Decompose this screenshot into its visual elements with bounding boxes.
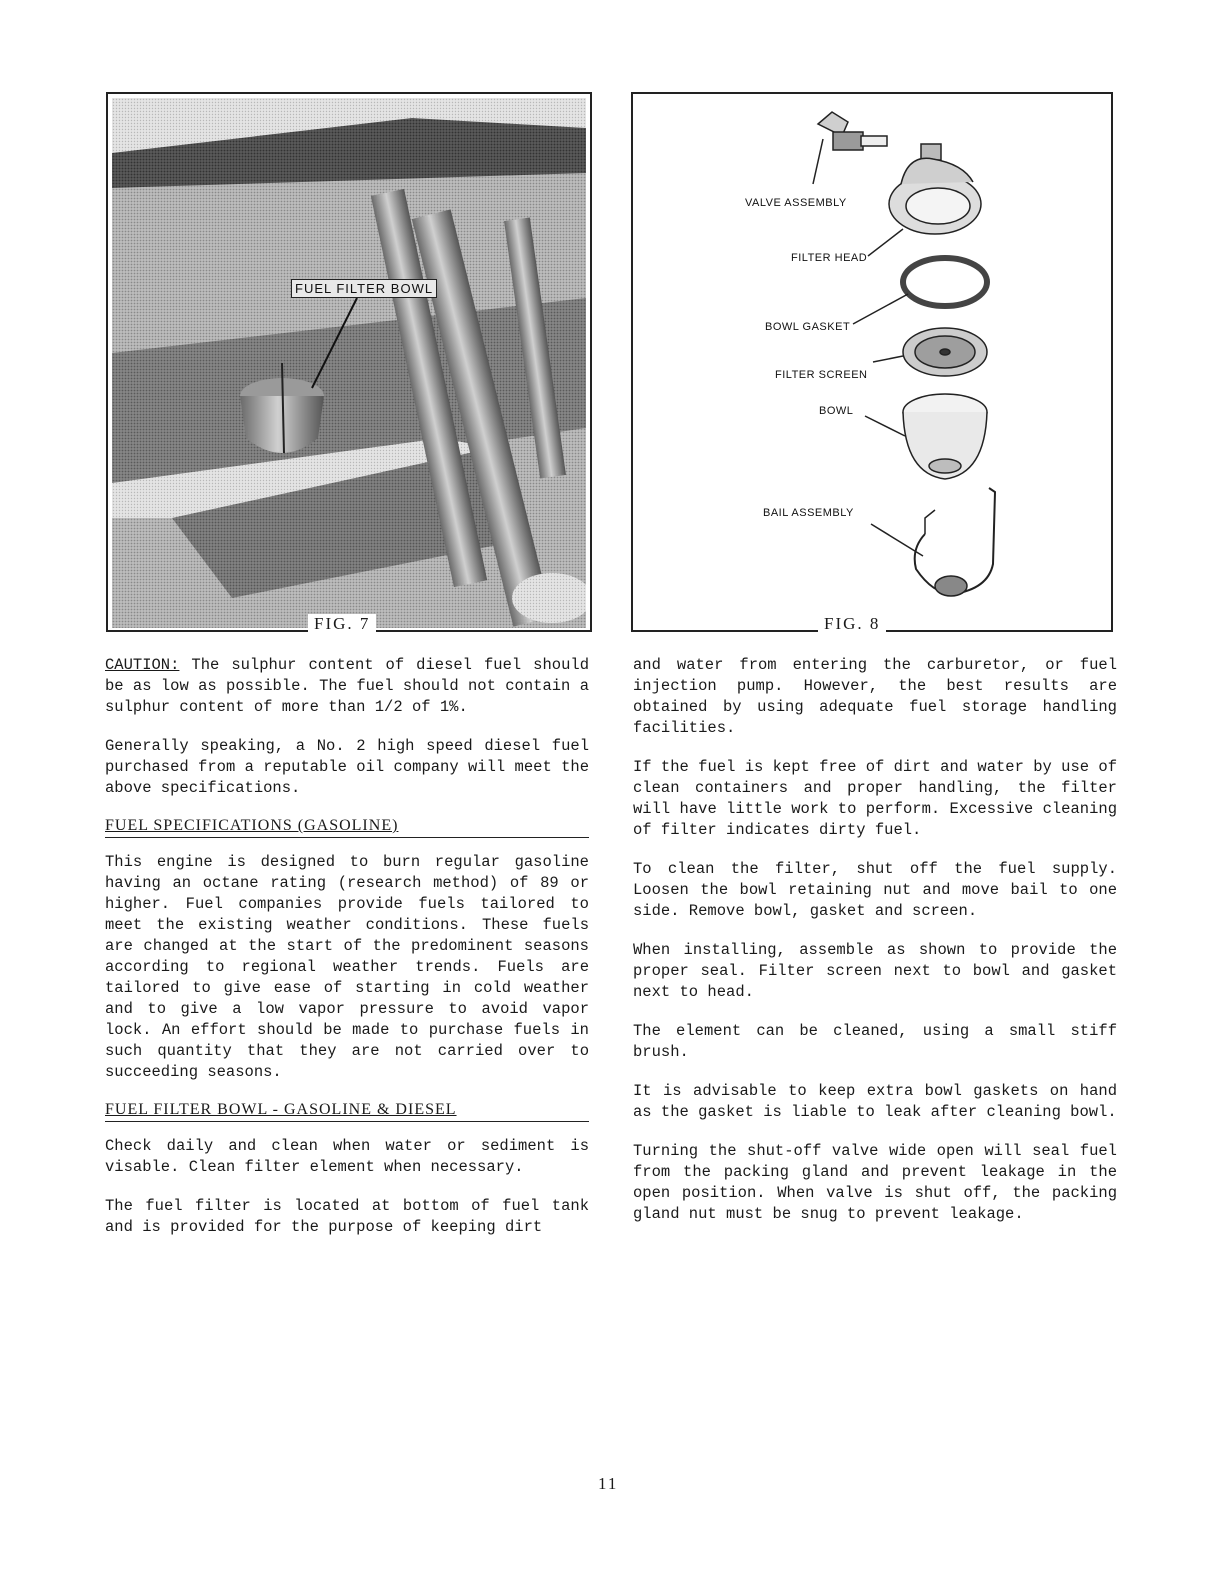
installing-paragraph: When installing, assemble as shown to provide the proper seal. Filter screen next to bowl and gasket next to head. — [633, 941, 1117, 1001]
bowl-gasket-label: BOWL GASKET — [765, 321, 851, 333]
check-daily-paragraph: Check daily and clean when water or sediment is visable. Clean filter element when necessary. — [105, 1137, 589, 1176]
figure-7 — [106, 92, 592, 632]
page-number: 11 — [598, 1474, 619, 1493]
filter-screen-part — [873, 328, 987, 376]
bowl-gasket-part — [853, 258, 987, 324]
caution-paragraph — [105, 655, 589, 718]
caution-label: CAUTION: — [105, 656, 180, 674]
filter-screen-label: FILTER SCREEN — [775, 369, 868, 381]
left-column — [105, 655, 589, 1256]
filter-location-paragraph: The fuel filter is located at bottom of fuel tank and is provided for the purpose of keeping dirt — [105, 1197, 589, 1236]
bail-assembly-part — [871, 488, 995, 596]
fuel-filter-bowl-callout: FUEL FILTER BOWL — [291, 279, 437, 298]
figure-8 — [631, 92, 1113, 632]
filter-head-label: FILTER HEAD — [791, 252, 868, 264]
element-cleaning-paragraph: The element can be cleaned, using a small stiff brush. — [633, 1022, 1117, 1061]
gasoline-paragraph: This engine is designed to burn regular gasoline having an octane rating (research method) of 89 or higher. Fuel companies provide fuels tailored to meet the existing weather conditions. These fuels are changed at the start of the predominent seasons according to regional weather trends. Fuels are tailored to give ease of starting in cold weather and to give a low vapor pressure to avoid vapor lock. An effort should be made to purchase fuels in such quantity that they are not carried over to succeeding seasons. — [105, 853, 589, 1081]
fuel-specifications-heading: FUEL SPECIFICATIONS (GASOLINE) — [105, 817, 589, 838]
cleaning-steps-paragraph: To clean the filter, shut off the fuel supply. Loosen the bowl retaining nut and move bail to one side. Remove bowl, gasket and screen. — [633, 860, 1117, 920]
clean-fuel-paragraph: If the fuel is kept free of dirt and water by use of clean containers and proper handling, the filter will have little work to perform. Excessive cleaning of filter indicates dirty fuel. — [633, 758, 1117, 839]
continuation-paragraph: and water from entering the carburetor, or fuel injection pump. However, the best results are obtained by using adequate fuel storage handling facilities. — [633, 656, 1117, 737]
shutoff-valve-paragraph: Turning the shut-off valve wide open will seal fuel from the packing gland and prevent leakage in the open position. When valve is shut off, the packing gland nut must be snug to prevent leakage. — [633, 1142, 1117, 1223]
bail-assembly-label: BAIL ASSEMBLY — [763, 507, 854, 519]
bowl-part — [865, 394, 987, 479]
figure-8-caption: FIG. 8 — [818, 614, 886, 634]
valve-assembly-part — [813, 112, 887, 184]
valve-assembly-label: VALVE ASSEMBLY — [745, 197, 847, 209]
spare-gaskets-paragraph: It is advisable to keep extra bowl gaskets on hand as the gasket is liable to leak after cleaning bowl. — [633, 1082, 1117, 1121]
fuel-filter-bowl-heading: FUEL FILTER BOWL - GASOLINE & DIESEL — [105, 1101, 589, 1122]
bowl-label: BOWL — [819, 405, 854, 417]
fuel-filter-photo — [112, 98, 586, 628]
diesel-spec-paragraph: Generally speaking, a No. 2 high speed diesel fuel purchased from a reputable oil company will meet the above specifications. — [105, 737, 589, 797]
right-column — [633, 655, 1117, 1243]
fuel-filter-exploded-diagram — [633, 94, 1111, 630]
caution-text: The sulphur content of diesel fuel should be as low as possible. The fuel should not contain a sulphur content of more than 1/2 of 1%. — [105, 656, 589, 716]
filter-head-part — [868, 144, 981, 256]
figure-7-caption: FIG. 7 — [308, 614, 376, 634]
